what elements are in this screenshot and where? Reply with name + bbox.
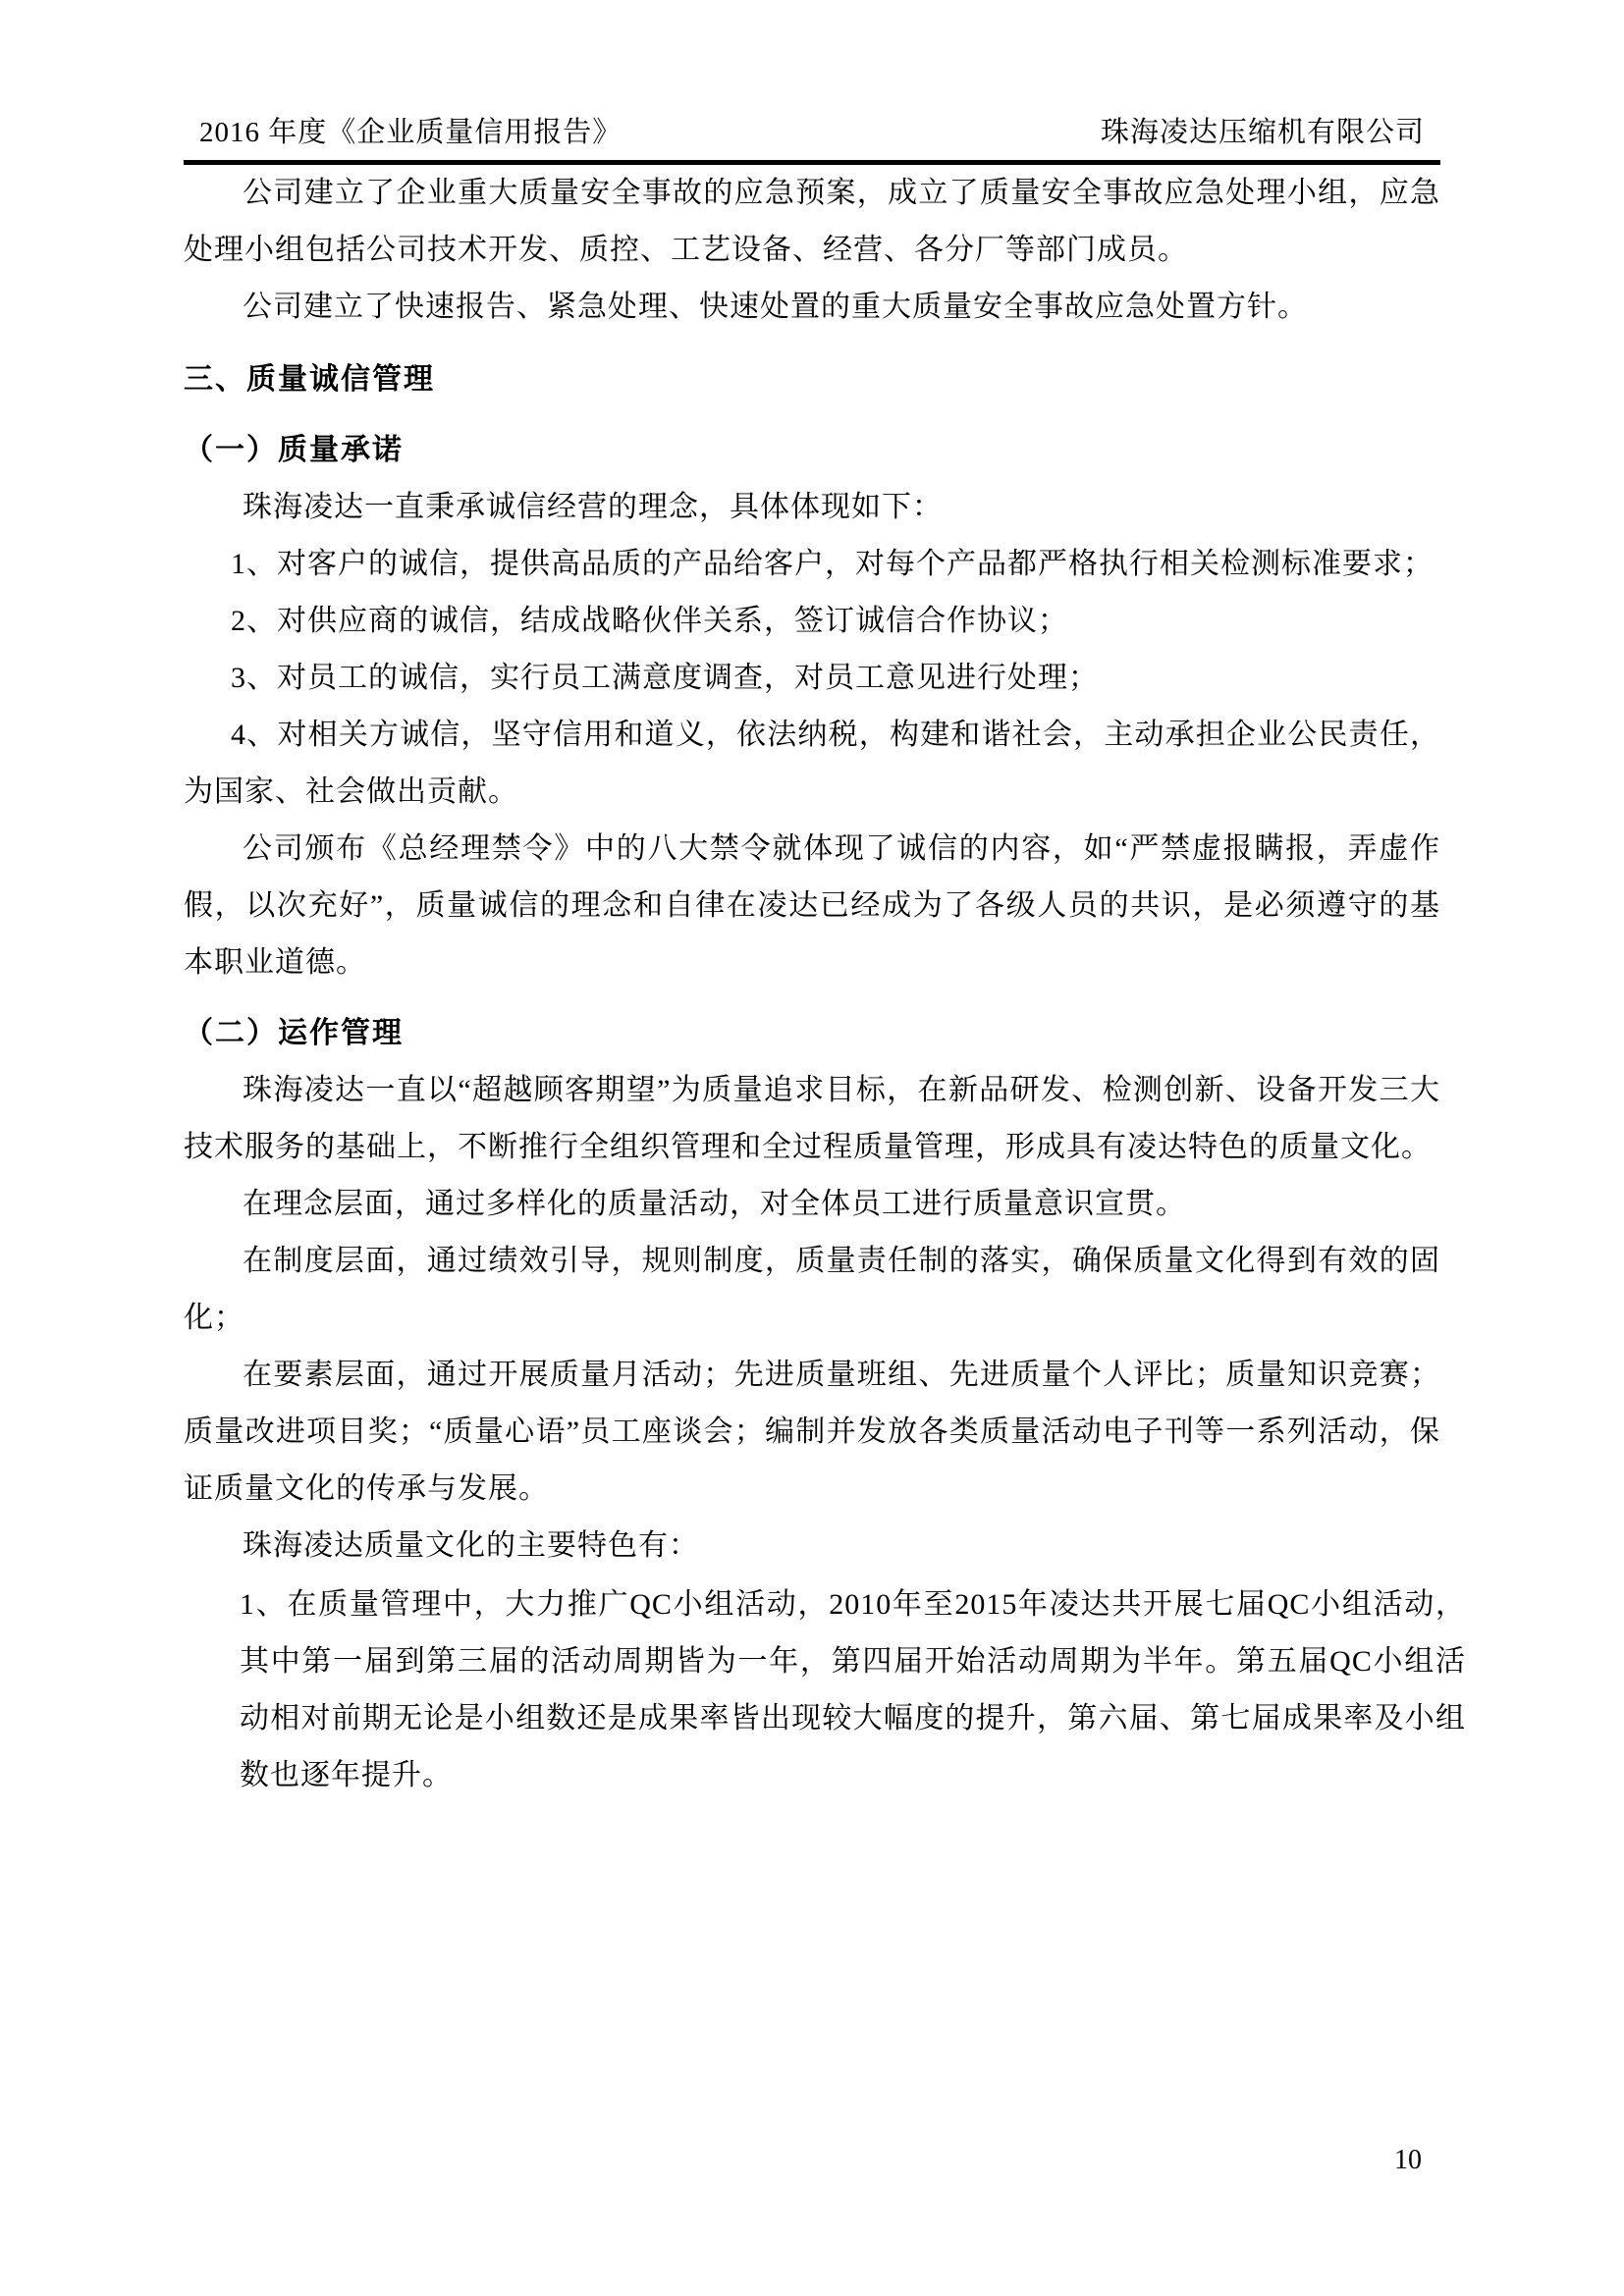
page-header — [184, 110, 1440, 165]
document-body — [184, 165, 1466, 1804]
paragraph-concept-level: 在理念层面，通过多样化的质量活动，对全体员工进行质量意识宣贯。 — [243, 1188, 1186, 1220]
subsection-heading-operation-management: （二）运作管理 — [184, 1017, 404, 1049]
paragraph-emergency-plan: 公司建立了企业重大质量安全事故的应急预案，成立了质量安全事故应急处理小组，应急处理小组包括公司技术开发、质控、工艺设备、经营、各分厂等部门成员。 — [184, 177, 1440, 266]
list-item-suppliers: 2、对供应商的诚信，结成战略伙伴关系，签订诚信合作协议； — [231, 605, 1068, 637]
paragraph-system-level: 在制度层面，通过绩效引导，规则制度，质量责任制的落实，确保质量文化得到有效的固化； — [184, 1245, 1440, 1334]
header-company-name: 珠海凌达压缩机有限公司 — [1100, 117, 1425, 148]
list-item-stakeholders: 4、对相关方诚信，坚守信用和道义，依法纳税，构建和谐社会，主动承担企业公民责任，为国家、社会做出贡献。 — [184, 719, 1440, 808]
list-item-employees: 3、对员工的诚信，实行员工满意度调查，对员工意见进行处理； — [231, 662, 1099, 694]
paragraph-integrity-intro: 珠海凌达一直秉承诚信经营的理念，具体体现如下： — [243, 491, 943, 523]
paragraph-quality-goal: 珠海凌达一直以“超越顾客期望”为质量追求目标，在新品研发、检测创新、设备开发三大技术服务的基础上，不断推行全组织管理和全过程质量管理，形成具有凌达特色的质量文化。 — [184, 1074, 1440, 1163]
paragraph-element-level: 在要素层面，通过开展质量月活动；先进质量班组、先进质量个人评比；质量知识竞赛；质量改进项目奖；“质量心语”员工座谈会；编制并发放各类质量活动电子刊等一系列活动，保证质量文化的传承与发展。 — [184, 1359, 1440, 1505]
header-report-title: 2016 年度《企业质量信用报告》 — [199, 117, 623, 148]
subsection-heading-quality-commitment: （一）质量承诺 — [184, 434, 404, 466]
paragraph-gm-prohibitions: 公司颁布《总经理禁令》中的八大禁令就体现了诚信的内容，如“严禁虚报瞒报，弄虚作假，以次充好”，质量诚信的理念和自律在凌达已经成为了各级人员的共识，是必须遵守的基本职业道德。 — [184, 832, 1440, 979]
paragraph-qc-groups: 1、在质量管理中，大力推广QC小组活动，2010年至2015年凌达共开展七届QC小组活动，其中第一届到第三届的活动周期皆为一年，第四届开始活动周期为半年。第五届QC小组活动相对前期无论是小组数还是成果率皆出现较大幅度的提升，第六届、第七届成果率及小组数也逐年提升。 — [240, 1588, 1466, 1791]
list-item-customers: 1、对客户的诚信，提供高品质的产品给客户，对每个产品都严格执行相关检测标准要求； — [231, 548, 1434, 580]
section-heading-quality-integrity-management: 三、质量诚信管理 — [184, 363, 435, 396]
paragraph-culture-features-intro: 珠海凌达质量文化的主要特色有： — [243, 1529, 699, 1562]
page-number: 10 — [1394, 2145, 1422, 2175]
paragraph-emergency-policy: 公司建立了快速报告、紧急处理、快速处置的重大质量安全事故应急处置方针。 — [243, 291, 1308, 323]
